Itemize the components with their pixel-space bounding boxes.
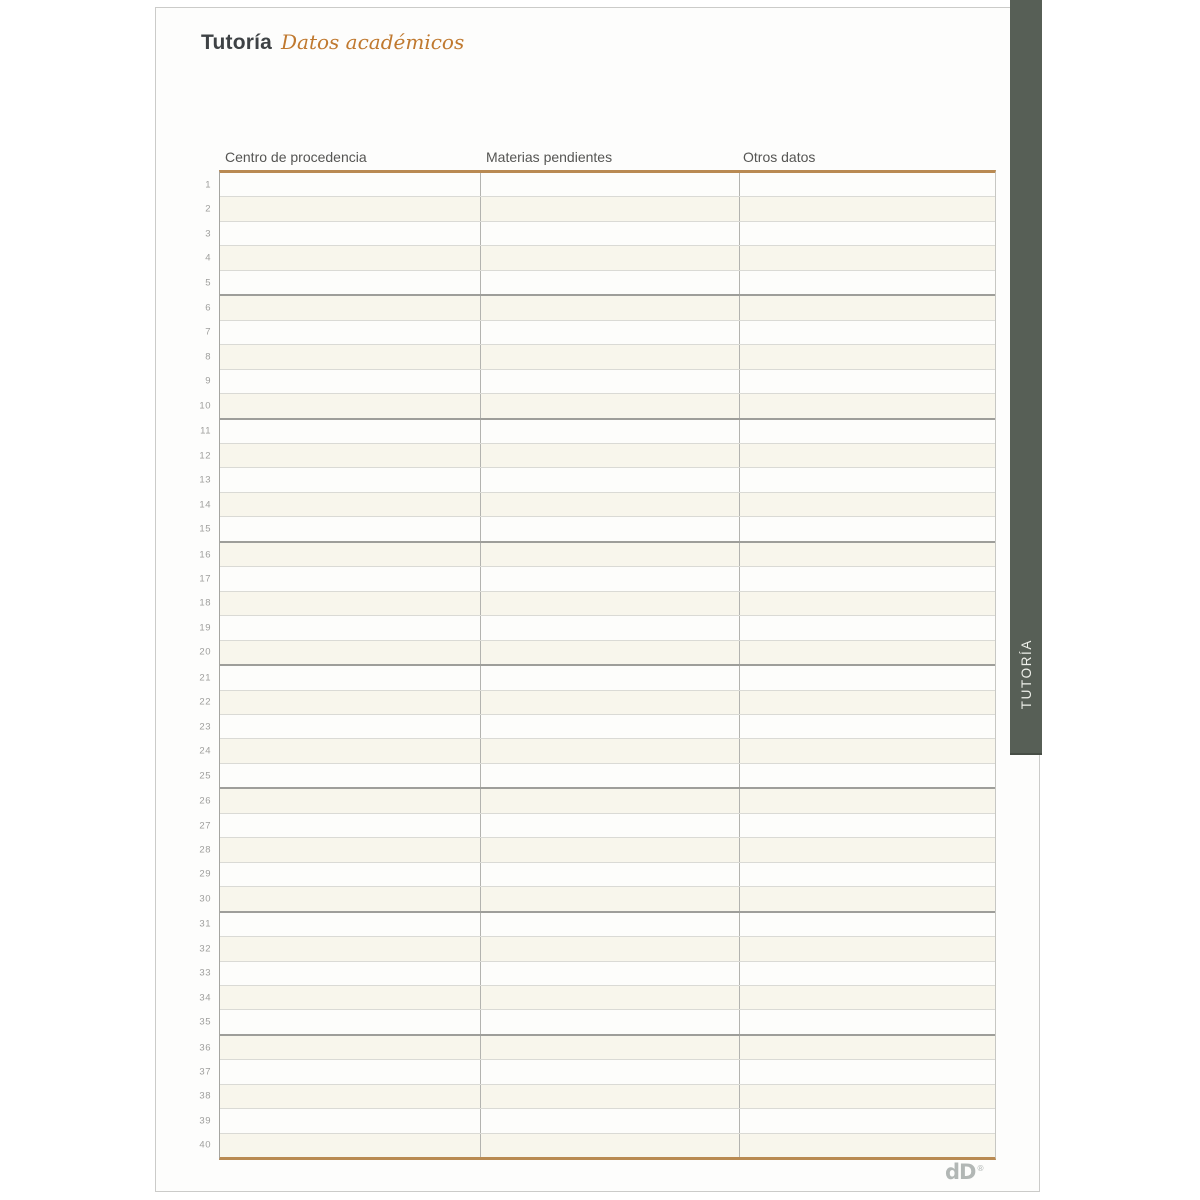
- section-title: Tutoría: [201, 31, 273, 54]
- row-number: 36: [199, 1042, 211, 1054]
- row-number: 22: [199, 696, 211, 708]
- empty-writing-cell: [220, 444, 480, 467]
- row-number: 9: [205, 375, 211, 387]
- empty-writing-cell: [220, 691, 480, 714]
- table-row: [199, 592, 995, 616]
- row-number: 11: [200, 425, 211, 437]
- empty-writing-cell: [739, 887, 995, 910]
- empty-writing-cell: [220, 986, 480, 1009]
- empty-writing-cell: [739, 222, 995, 245]
- empty-writing-cell: [220, 937, 480, 960]
- empty-writing-cell: [220, 1085, 480, 1108]
- table-row: [199, 764, 995, 789]
- row-number: 21: [199, 672, 211, 684]
- empty-writing-cell: [739, 838, 995, 861]
- row-number: 13: [199, 474, 211, 486]
- empty-writing-cell: [480, 838, 739, 861]
- row-number: 26: [199, 795, 211, 807]
- table-row: [199, 814, 995, 838]
- empty-writing-cell: [480, 444, 739, 467]
- empty-writing-cell: [739, 370, 995, 393]
- empty-writing-cell: [480, 739, 739, 762]
- row-number: 5: [205, 277, 211, 289]
- empty-writing-cell: [480, 321, 739, 344]
- row-number: 28: [199, 844, 211, 856]
- empty-writing-cell: [220, 493, 480, 516]
- empty-writing-cell: [739, 1085, 995, 1108]
- table-row: [199, 887, 995, 912]
- empty-writing-cell: [480, 691, 739, 714]
- row-number: 33: [199, 967, 211, 979]
- empty-writing-cell: [480, 1010, 739, 1033]
- brand-logo: [945, 1160, 984, 1184]
- empty-writing-cell: [739, 567, 995, 590]
- empty-writing-cell: [739, 420, 995, 443]
- table-row: [199, 493, 995, 517]
- row-number: 10: [199, 400, 211, 412]
- empty-writing-cell: [220, 887, 480, 910]
- table-row: [199, 863, 995, 887]
- side-tab-tutoria: [1010, 0, 1042, 755]
- row-number: 4: [205, 252, 211, 264]
- empty-writing-cell: [480, 173, 739, 196]
- table-row: [205, 197, 995, 221]
- empty-writing-cell: [220, 173, 480, 196]
- empty-writing-cell: [220, 962, 480, 985]
- table-row: [199, 691, 995, 715]
- table-row: [205, 321, 995, 345]
- empty-writing-cell: [480, 641, 739, 664]
- row-number: 39: [199, 1115, 211, 1127]
- empty-writing-cell: [739, 863, 995, 886]
- row-number: 30: [199, 893, 211, 905]
- table-row: [199, 444, 995, 468]
- empty-writing-cell: [220, 1109, 480, 1132]
- empty-writing-cell: [480, 887, 739, 910]
- empty-writing-cell: [480, 517, 739, 540]
- empty-writing-cell: [480, 1134, 739, 1157]
- empty-writing-cell: [220, 1060, 480, 1083]
- row-number: 35: [199, 1016, 211, 1028]
- empty-writing-cell: [739, 986, 995, 1009]
- column-header-materias-pendientes: Materias pendientes: [486, 149, 613, 165]
- empty-writing-cell: [480, 567, 739, 590]
- table-body: [199, 170, 996, 1160]
- row-number: 32: [199, 943, 211, 955]
- row-number: 20: [199, 646, 211, 658]
- empty-writing-cell: [739, 197, 995, 220]
- table-row: [199, 937, 995, 961]
- row-number: 37: [199, 1066, 211, 1078]
- empty-writing-cell: [480, 370, 739, 393]
- empty-writing-cell: [739, 468, 995, 491]
- row-number: 2: [205, 203, 211, 215]
- row-number: 1: [205, 179, 211, 191]
- empty-writing-cell: [739, 246, 995, 269]
- empty-writing-cell: [480, 962, 739, 985]
- empty-writing-cell: [480, 1109, 739, 1132]
- row-number: 3: [205, 228, 211, 240]
- table-row: [199, 986, 995, 1010]
- empty-writing-cell: [220, 197, 480, 220]
- empty-writing-cell: [739, 1134, 995, 1157]
- empty-writing-cell: [480, 592, 739, 615]
- row-number: 7: [205, 326, 211, 338]
- empty-writing-cell: [739, 962, 995, 985]
- empty-writing-cell: [480, 345, 739, 368]
- table-row: [199, 715, 995, 739]
- empty-writing-cell: [480, 222, 739, 245]
- row-number: 6: [205, 302, 211, 314]
- empty-writing-cell: [480, 616, 739, 639]
- empty-writing-cell: [480, 1036, 739, 1059]
- empty-writing-cell: [220, 1036, 480, 1059]
- empty-writing-cell: [480, 1085, 739, 1108]
- empty-writing-cell: [739, 739, 995, 762]
- row-number: 24: [199, 745, 211, 757]
- empty-writing-cell: [739, 764, 995, 787]
- empty-writing-cell: [220, 814, 480, 837]
- empty-writing-cell: [220, 222, 480, 245]
- empty-writing-cell: [739, 913, 995, 936]
- empty-writing-cell: [480, 666, 739, 689]
- row-number: 18: [199, 597, 211, 609]
- table-row: [199, 394, 995, 419]
- empty-writing-cell: [739, 296, 995, 319]
- empty-writing-cell: [739, 691, 995, 714]
- empty-writing-cell: [739, 493, 995, 516]
- row-number: 14: [199, 499, 211, 511]
- row-number: 15: [199, 523, 211, 535]
- empty-writing-cell: [739, 321, 995, 344]
- empty-writing-cell: [220, 345, 480, 368]
- table-row: [199, 1036, 995, 1060]
- empty-writing-cell: [220, 517, 480, 540]
- empty-writing-cell: [220, 543, 480, 566]
- column-headers: [156, 149, 1039, 167]
- empty-writing-cell: [480, 246, 739, 269]
- table-row: [205, 345, 995, 369]
- empty-writing-cell: [480, 394, 739, 417]
- table-row: [199, 616, 995, 640]
- table-row: [199, 1134, 995, 1157]
- section-subtitle: Datos académicos: [281, 30, 465, 54]
- table-row: [199, 666, 995, 690]
- empty-writing-cell: [739, 543, 995, 566]
- table-row: [199, 1060, 995, 1084]
- empty-writing-cell: [480, 420, 739, 443]
- empty-writing-cell: [220, 641, 480, 664]
- empty-writing-cell: [220, 838, 480, 861]
- empty-writing-cell: [739, 444, 995, 467]
- table-row: [200, 420, 995, 444]
- table-row: [199, 789, 995, 813]
- empty-writing-cell: [220, 370, 480, 393]
- column-header-centro-de-procedencia: Centro de procedencia: [225, 149, 367, 165]
- table-row: [199, 567, 995, 591]
- empty-writing-cell: [480, 197, 739, 220]
- empty-writing-cell: [739, 345, 995, 368]
- table-row: [205, 222, 995, 246]
- empty-writing-cell: [220, 271, 480, 294]
- empty-writing-cell: [220, 616, 480, 639]
- empty-writing-cell: [220, 739, 480, 762]
- empty-writing-cell: [739, 271, 995, 294]
- empty-writing-cell: [480, 789, 739, 812]
- empty-writing-cell: [480, 715, 739, 738]
- empty-writing-cell: [220, 913, 480, 936]
- empty-writing-cell: [220, 321, 480, 344]
- empty-writing-cell: [480, 271, 739, 294]
- empty-writing-cell: [220, 296, 480, 319]
- brand-logo-text: dD: [945, 1160, 976, 1184]
- side-tab-label: TUTORÍA: [1018, 638, 1034, 709]
- empty-writing-cell: [220, 567, 480, 590]
- empty-writing-cell: [220, 468, 480, 491]
- row-number: 12: [199, 450, 211, 462]
- table-row: [199, 1010, 995, 1035]
- table-row: [199, 468, 995, 492]
- row-number: 17: [199, 573, 211, 585]
- table-row: [205, 173, 995, 197]
- empty-writing-cell: [480, 764, 739, 787]
- empty-writing-cell: [220, 394, 480, 417]
- empty-writing-cell: [739, 1109, 995, 1132]
- empty-writing-cell: [480, 863, 739, 886]
- empty-writing-cell: [220, 246, 480, 269]
- table-row: [199, 543, 995, 567]
- row-number: 25: [199, 770, 211, 782]
- empty-writing-cell: [480, 814, 739, 837]
- table-row: [199, 1085, 995, 1109]
- empty-writing-cell: [220, 1010, 480, 1033]
- table-row: [199, 913, 995, 937]
- empty-writing-cell: [220, 715, 480, 738]
- empty-writing-cell: [739, 1010, 995, 1033]
- empty-writing-cell: [739, 592, 995, 615]
- empty-writing-cell: [739, 517, 995, 540]
- table-row: [205, 296, 995, 320]
- empty-writing-cell: [220, 666, 480, 689]
- registered-mark: ®: [976, 1164, 985, 1173]
- row-number: 23: [199, 721, 211, 733]
- empty-writing-cell: [739, 1060, 995, 1083]
- empty-writing-cell: [480, 913, 739, 936]
- empty-writing-cell: [739, 394, 995, 417]
- empty-writing-cell: [739, 173, 995, 196]
- row-number: 8: [205, 351, 211, 363]
- table-row: [205, 370, 995, 394]
- paper-sheet: [155, 7, 1040, 1192]
- table-row: [199, 739, 995, 763]
- empty-writing-cell: [220, 789, 480, 812]
- row-number: 27: [199, 820, 211, 831]
- empty-writing-cell: [480, 986, 739, 1009]
- row-number: 40: [199, 1139, 211, 1151]
- row-number: 16: [199, 549, 211, 561]
- row-number: 31: [199, 918, 211, 930]
- empty-writing-cell: [480, 937, 739, 960]
- table-row: [199, 962, 995, 986]
- table-row: [199, 641, 995, 666]
- empty-writing-cell: [739, 715, 995, 738]
- table-row: [199, 838, 995, 862]
- empty-writing-cell: [480, 493, 739, 516]
- empty-writing-cell: [480, 296, 739, 319]
- empty-writing-cell: [739, 666, 995, 689]
- table-row: [199, 517, 995, 542]
- empty-writing-cell: [739, 641, 995, 664]
- empty-writing-cell: [220, 764, 480, 787]
- empty-writing-cell: [220, 592, 480, 615]
- empty-writing-cell: [220, 1134, 480, 1157]
- empty-writing-cell: [220, 420, 480, 443]
- column-header-otros-datos: Otros datos: [743, 149, 816, 165]
- empty-writing-cell: [739, 616, 995, 639]
- row-number: 34: [199, 992, 211, 1004]
- row-number: 19: [199, 622, 211, 634]
- row-number: 38: [199, 1090, 211, 1102]
- empty-writing-cell: [739, 1036, 995, 1059]
- print-registration-marker: [218, 886, 221, 911]
- empty-writing-cell: [739, 814, 995, 837]
- empty-writing-cell: [739, 937, 995, 960]
- row-number: 29: [199, 868, 211, 880]
- empty-writing-cell: [480, 1060, 739, 1083]
- table-row: [199, 1109, 995, 1133]
- table-row: [205, 246, 995, 270]
- empty-writing-cell: [739, 789, 995, 812]
- empty-writing-cell: [480, 543, 739, 566]
- page-title: [201, 30, 464, 55]
- table-row: [205, 271, 995, 296]
- empty-writing-cell: [220, 863, 480, 886]
- empty-writing-cell: [480, 468, 739, 491]
